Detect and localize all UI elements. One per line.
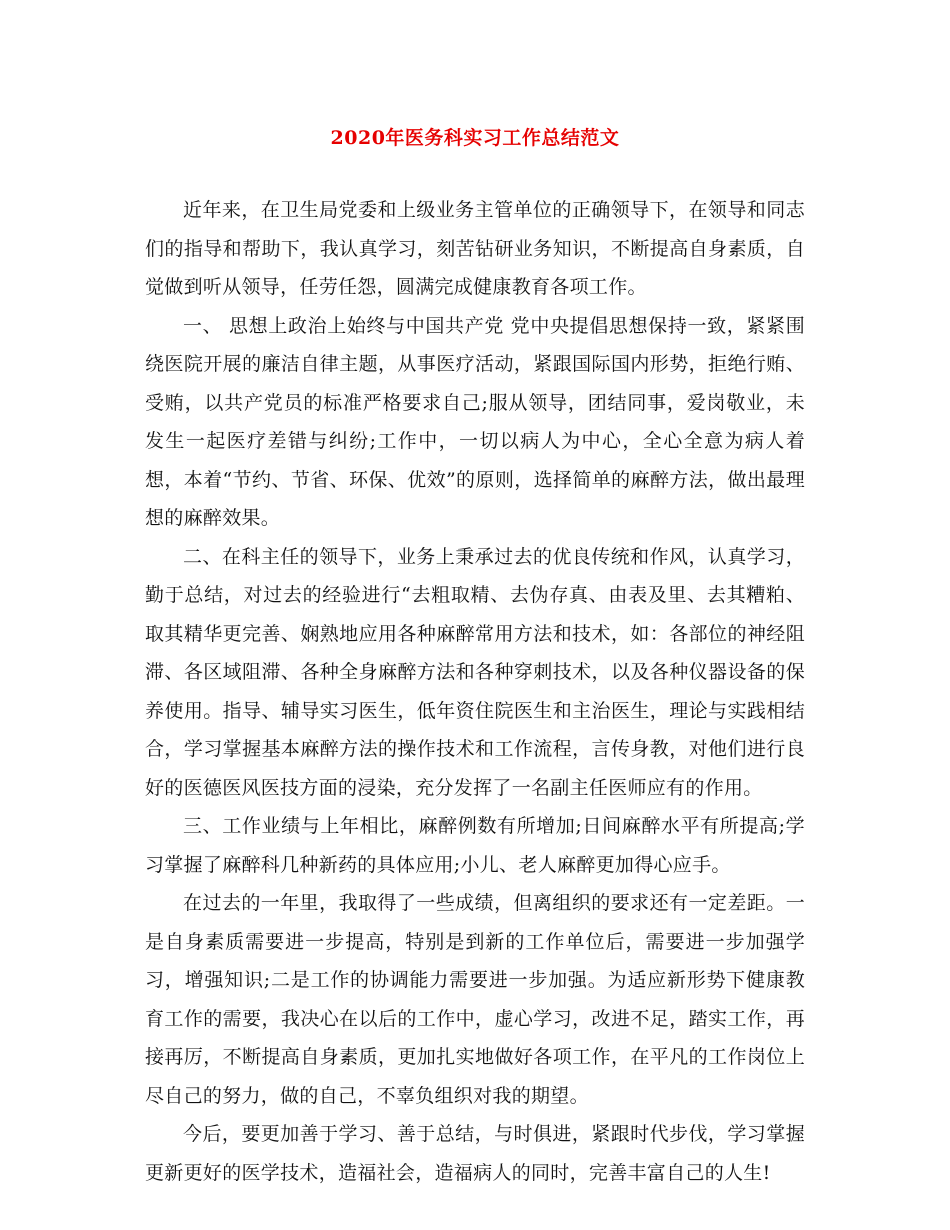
paragraph-reflection: 在过去的一年里，我取得了一些成绩，但离组织的要求还有一定差距。一是自身素质需要进一步提高，特别是到新的工作单位后，需要进一步加强学习，增强知识;二是工作的协调能力需要进一步加强。为适应新形势下健康教育工作的需要，我决心在以后的工作中，虚心学习，改进不足，踏实工作，再接再厉，不断提高自身素质，更加扎实地做好各项工作，在平凡的工作岗位上尽自己的努力，做的自己，不辜负组织对我的期望。 [145, 892, 805, 1107]
paragraph-intro: 近年来，在卫生局党委和上级业务主管单位的正确领导下，在领导和同志们的指导和帮助下，我认真学习，刻苦钻研业务知识，不断提高自身素质，自觉做到听从领导，任劳任怨，圆满完成健康教育各项工作。 [145, 199, 805, 298]
paragraph-closing: 今后，要更加善于学习、善于总结，与时俱进，紧跟时代步伐，学习掌握更新更好的医学技术，造福社会，造福病人的同时，完善丰富自己的人生! [145, 1123, 805, 1184]
paragraph-section-2: 二、在科主任的领导下，业务上秉承过去的优良传统和作风，认真学习，勤于总结，对过去的经验进行“去粗取精、去伪存真、由表及里、去其糟粕、取其精华更完善、娴熟地应用各种麻醉常用方法和技术，如：各部位的神经阻滞、各区域阻滞、各种全身麻醉方法和各种穿刺技术，以及各种仪器设备的保养使用。指导、辅导实习医生，低年资住院医生和主治医生，理论与实践相结合，学习掌握基本麻醉方法的操作技术和工作流程，言传身教，对他们进行良好的医德医风医技方面的浸染，充分发挥了一名副主任医师应有的作用。 [145, 545, 805, 799]
document-body [145, 191, 805, 1192]
paragraph-section-3: 三、工作业绩与上年相比，麻醉例数有所增加;日间麻醉水平有所提高;学习掌握了麻醉科几种新药的具体应用;小儿、老人麻醉更加得心应手。 [145, 815, 805, 876]
paragraph-section-1: 一、 思想上政治上始终与中国共产党 党中央提倡思想保持一致，紧紧围绕医院开展的廉洁自律主题，从事医疗活动，紧跟国际国内形势，拒绝行贿、受贿，以共产党员的标准严格要求自己;服从领导，团结同事，爱岗敬业，未发生一起医疗差错与纠纷;工作中，一切以病人为中心，全心全意为病人着想，本着“节约、节省、环保、优效”的原则，选择简单的麻醉方法，做出最理想的麻醉效果。 [145, 314, 805, 529]
document-title: 2020年医务科实习工作总结范文 [330, 127, 620, 149]
